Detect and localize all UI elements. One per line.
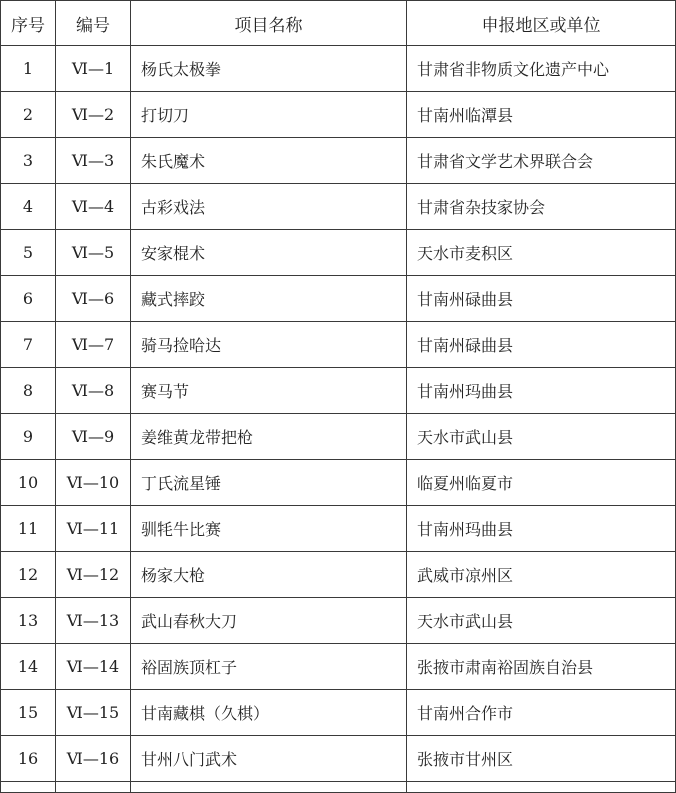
- table-row: [1, 552, 676, 598]
- code-cell: Ⅵ—7: [56, 322, 131, 368]
- seq-cell: 8: [1, 368, 56, 414]
- region-unit-cell: 甘南州碌曲县: [407, 322, 676, 368]
- project-name-cell: 甘州八门武术: [131, 736, 407, 782]
- region-unit-cell: 张掖市甘州区: [407, 736, 676, 782]
- project-name-cell: 朱氏魔术: [131, 138, 407, 184]
- region-unit-cell: 天水市武山县: [407, 598, 676, 644]
- code-cell: Ⅵ—16: [56, 736, 131, 782]
- table-row: [1, 46, 676, 92]
- seq-cell: 6: [1, 276, 56, 322]
- region-unit-cell: 甘南州玛曲县: [407, 368, 676, 414]
- code-cell: Ⅵ—2: [56, 92, 131, 138]
- code-cell: Ⅵ—5: [56, 230, 131, 276]
- region-unit-cell: 甘南州碌曲县: [407, 276, 676, 322]
- seq-cell: 16: [1, 736, 56, 782]
- code-cell: Ⅵ—1: [56, 46, 131, 92]
- code-cell: Ⅵ—10: [56, 460, 131, 506]
- code-cell: Ⅵ—4: [56, 184, 131, 230]
- region-unit-cell: 天水市武山县: [407, 414, 676, 460]
- code-cell: Ⅵ—3: [56, 138, 131, 184]
- header-code: 编号: [56, 1, 131, 46]
- region-unit-cell: 甘南州合作市: [407, 690, 676, 736]
- project-name-cell: 杨氏太极拳: [131, 46, 407, 92]
- region-unit-cell: 武威市凉州区: [407, 552, 676, 598]
- table-row: [1, 322, 676, 368]
- project-name-cell: 杨家大枪: [131, 552, 407, 598]
- seq-cell: 10: [1, 460, 56, 506]
- seq-cell: 9: [1, 414, 56, 460]
- seq-cell: 7: [1, 322, 56, 368]
- code-cell: Ⅵ—13: [56, 598, 131, 644]
- table-row: [1, 690, 676, 736]
- table-row: [1, 184, 676, 230]
- project-name-cell: 赛马节: [131, 368, 407, 414]
- table-row: [1, 138, 676, 184]
- empty-cell: [56, 782, 131, 793]
- table-header-row: [1, 1, 676, 46]
- header-project-name: 项目名称: [131, 1, 407, 46]
- project-name-cell: 甘南藏棋（久棋）: [131, 690, 407, 736]
- project-name-cell: 藏式摔跤: [131, 276, 407, 322]
- seq-cell: 1: [1, 46, 56, 92]
- region-unit-cell: 张掖市肃南裕固族自治县: [407, 644, 676, 690]
- table-row-partial: [1, 782, 676, 793]
- table-row: [1, 276, 676, 322]
- table-row: [1, 92, 676, 138]
- project-name-cell: 丁氏流星锤: [131, 460, 407, 506]
- seq-cell: 12: [1, 552, 56, 598]
- code-cell: Ⅵ—12: [56, 552, 131, 598]
- project-name-cell: 武山春秋大刀: [131, 598, 407, 644]
- seq-cell: 11: [1, 506, 56, 552]
- project-name-cell: 驯牦牛比赛: [131, 506, 407, 552]
- table-row: [1, 414, 676, 460]
- seq-cell: 5: [1, 230, 56, 276]
- code-cell: Ⅵ—8: [56, 368, 131, 414]
- table-row: [1, 506, 676, 552]
- region-unit-cell: 甘南州临潭县: [407, 92, 676, 138]
- seq-cell: 3: [1, 138, 56, 184]
- seq-cell: 13: [1, 598, 56, 644]
- table-row: [1, 598, 676, 644]
- region-unit-cell: 甘肃省杂技家协会: [407, 184, 676, 230]
- code-cell: Ⅵ—15: [56, 690, 131, 736]
- seq-cell: 4: [1, 184, 56, 230]
- project-name-cell: 姜维黄龙带把枪: [131, 414, 407, 460]
- project-name-cell: 打切刀: [131, 92, 407, 138]
- table-row: [1, 368, 676, 414]
- region-unit-cell: 临夏州临夏市: [407, 460, 676, 506]
- empty-cell: [131, 782, 407, 793]
- project-name-cell: 安家棍术: [131, 230, 407, 276]
- table-row: [1, 644, 676, 690]
- empty-cell: [407, 782, 676, 793]
- table-row: [1, 460, 676, 506]
- code-cell: Ⅵ—14: [56, 644, 131, 690]
- code-cell: Ⅵ—11: [56, 506, 131, 552]
- code-cell: Ⅵ—6: [56, 276, 131, 322]
- header-region-unit: 申报地区或单位: [407, 1, 676, 46]
- seq-cell: 2: [1, 92, 56, 138]
- table-row: [1, 736, 676, 782]
- region-unit-cell: 甘南州玛曲县: [407, 506, 676, 552]
- project-name-cell: 裕固族顶杠子: [131, 644, 407, 690]
- empty-cell: [1, 782, 56, 793]
- table-body: [1, 46, 676, 793]
- region-unit-cell: 甘肃省非物质文化遗产中心: [407, 46, 676, 92]
- code-cell: Ⅵ—9: [56, 414, 131, 460]
- seq-cell: 14: [1, 644, 56, 690]
- seq-cell: 15: [1, 690, 56, 736]
- region-unit-cell: 天水市麦积区: [407, 230, 676, 276]
- table-row: [1, 230, 676, 276]
- project-name-cell: 古彩戏法: [131, 184, 407, 230]
- region-unit-cell: 甘肃省文学艺术界联合会: [407, 138, 676, 184]
- header-seq: 序号: [1, 1, 56, 46]
- project-name-cell: 骑马捡哈达: [131, 322, 407, 368]
